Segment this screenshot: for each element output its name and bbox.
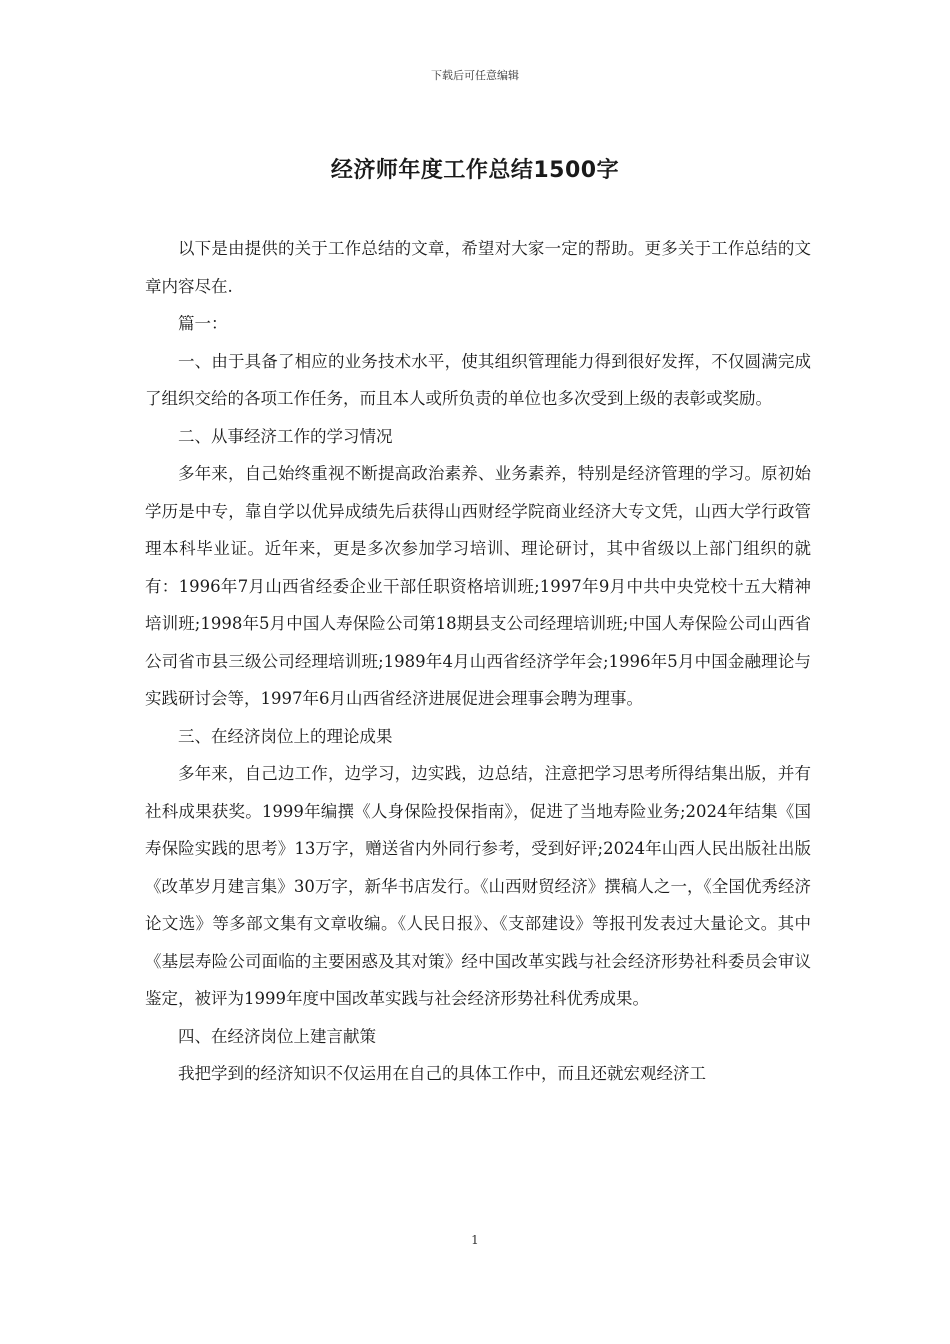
header-note: 下载后可任意编辑 bbox=[431, 69, 519, 82]
paragraph-intro: 以下是由提供的关于工作总结的文章，希望对大家一定的帮助。更多关于工作总结的文章内容尽在. bbox=[145, 239, 811, 296]
paragraph-study: 多年来，自己始终重视不断提高政治素养、业务素养，特别是经济管理的学习。原初始学历是中专，靠自学以优异成绩先后获得山西财经学院商业经济大专文凭，山西大学行政管理本科毕业证。近年来，更是多次参加学习培训、理论研讨，其中省级以上部门组织的就有：1996年7月山西省经委企业干部任职资格培训班;1997年9月中共中央党校十五大精神培训班;1998年5月中国人寿保险公司第18期县支公司经理培训班;中国人寿保险公司山西省公司省市县三级公司经理培训班;1989年4月山西省经济学年会;1996年5月中国金融理论与实践研讨会等，1997年6月山西省经济进展促进会理事会聘为理事。 bbox=[145, 464, 811, 708]
section-heading-two: 二、从事经济工作的学习情况 bbox=[178, 426, 393, 446]
document-body bbox=[145, 230, 811, 1093]
section-heading-four: 四、在经济岗位上建言献策 bbox=[178, 1026, 376, 1046]
paragraph-part-one-label: 篇一： bbox=[178, 314, 228, 333]
document-title: 经济师年度工作总结1500字 bbox=[330, 158, 620, 183]
section-heading-three: 三、在经济岗位上的理论成果 bbox=[178, 726, 393, 746]
page-number: 1 bbox=[471, 1233, 479, 1247]
paragraph-section-one: 一、由于具备了相应的业务技术水平，使其组织管理能力得到很好发挥，不仅圆满完成了组织交给的各项工作任务，而且本人或所负责的单位也多次受到上级的表彰或奖励。 bbox=[145, 351, 811, 408]
paragraph-achievements: 多年来，自己边工作，边学习，边实践，边总结，注意把学习思考所得结集出版，并有社科成果获奖。1999年编撰《人身保险投保指南》，促进了当地寿险业务;2024年结集《国寿保险实践的思考》13万字，赠送省内外同行参考，受到好评;2024年山西人民出版社出版《改革岁月建言集》30万字，新华书店发行。《山西财贸经济》撰稿人之一，《全国优秀经济论文选》等多部文集有文章收编。《人民日报》、《支部建设》等报刊发表过大量论文。其中《基层寿险公司面临的主要困惑及其对策》经中国改革实践与社会经济形势社科委员会审议鉴定，被评为1999年度中国改革实践与社会经济形势社科优秀成果。 bbox=[145, 764, 811, 1008]
paragraph-advice: 我把学到的经济知识不仅运用在自己的具体工作中，而且还就宏观经济工 bbox=[178, 1064, 706, 1083]
